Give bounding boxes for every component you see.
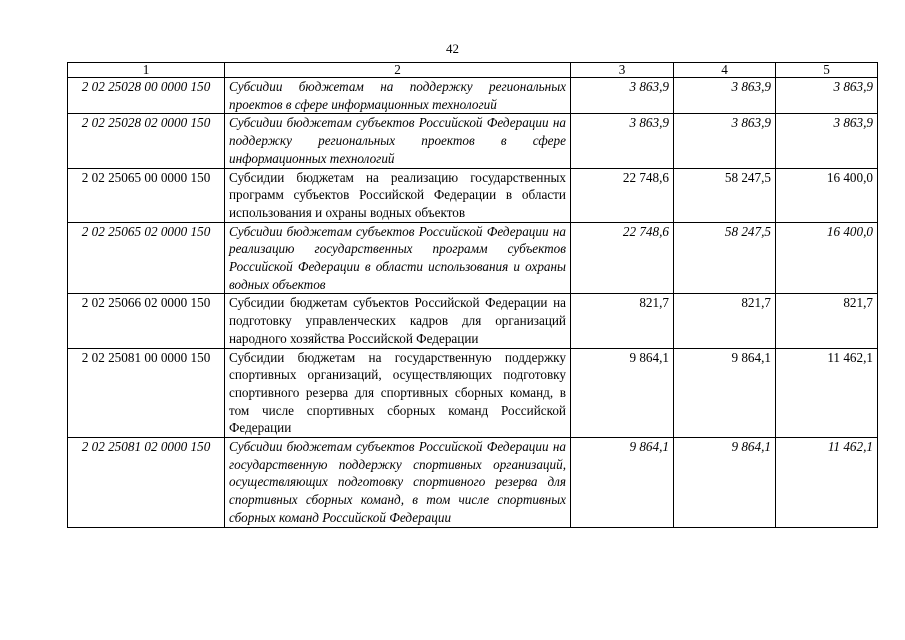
budget-code-cell: 2 02 25028 00 0000 150 xyxy=(68,78,225,114)
value-col4-cell: 9 864,1 xyxy=(674,348,776,438)
value-col3-cell: 22 748,6 xyxy=(571,222,674,294)
budget-code-cell: 2 02 25081 00 0000 150 xyxy=(68,348,225,438)
value-col5-cell: 11 462,1 xyxy=(776,438,878,528)
value-col4-cell: 3 863,9 xyxy=(674,114,776,168)
table-header-row xyxy=(68,63,878,78)
budget-code-cell: 2 02 25028 02 0000 150 xyxy=(68,114,225,168)
column-header: 2 xyxy=(225,63,571,78)
value-col5-cell: 3 863,9 xyxy=(776,114,878,168)
budget-code-cell: 2 02 25066 02 0000 150 xyxy=(68,294,225,348)
budget-table xyxy=(67,62,878,528)
value-col3-cell: 821,7 xyxy=(571,294,674,348)
table-row xyxy=(68,348,878,438)
budget-code-cell: 2 02 25081 02 0000 150 xyxy=(68,438,225,528)
description-cell: Субсидии бюджетам субъектов Российской Федерации на подготовку управленческих кадров для организаций народного хозяйства Российской Федерации xyxy=(225,294,571,348)
table-row xyxy=(68,168,878,222)
value-col3-cell: 3 863,9 xyxy=(571,114,674,168)
column-header: 1 xyxy=(68,63,225,78)
value-col4-cell: 821,7 xyxy=(674,294,776,348)
value-col5-cell: 3 863,9 xyxy=(776,78,878,114)
description-cell: Субсидии бюджетам на реализацию государственных программ субъектов Российской Федерации в области использования и охраны водных объектов xyxy=(225,168,571,222)
value-col3-cell: 3 863,9 xyxy=(571,78,674,114)
table-row xyxy=(68,294,878,348)
table-row xyxy=(68,222,878,294)
table-row xyxy=(68,114,878,168)
budget-code-cell: 2 02 25065 02 0000 150 xyxy=(68,222,225,294)
description-cell: Субсидии бюджетам субъектов Российской Федерации на государственную поддержку спортивных организаций, осуществляющих подготовку спортивного резерва для спортивных сборных команд, в том числе спортивных сборных команд Российской Федерации xyxy=(225,438,571,528)
value-col4-cell: 58 247,5 xyxy=(674,168,776,222)
description-cell: Субсидии бюджетам субъектов Российской Федерации на реализацию государственных программ субъектов Российской Федерации в области использования и охраны водных объектов xyxy=(225,222,571,294)
budget-code-cell: 2 02 25065 00 0000 150 xyxy=(68,168,225,222)
column-header: 3 xyxy=(571,63,674,78)
value-col5-cell: 11 462,1 xyxy=(776,348,878,438)
column-header: 4 xyxy=(674,63,776,78)
value-col5-cell: 16 400,0 xyxy=(776,168,878,222)
description-cell: Субсидии бюджетам субъектов Российской Федерации на поддержку региональных проектов в сфере информационных технологий xyxy=(225,114,571,168)
description-cell: Субсидии бюджетам на поддержку региональных проектов в сфере информационных технологий xyxy=(225,78,571,114)
value-col3-cell: 9 864,1 xyxy=(571,348,674,438)
page-number: 42 xyxy=(446,41,459,56)
value-col5-cell: 821,7 xyxy=(776,294,878,348)
value-col3-cell: 22 748,6 xyxy=(571,168,674,222)
description-cell: Субсидии бюджетам на государственную поддержку спортивных организаций, осуществляющих подготовку спортивного резерва для спортивных сборных команд, в том числе спортивных сборных команд Российской Федерации xyxy=(225,348,571,438)
table-row xyxy=(68,78,878,114)
column-header: 5 xyxy=(776,63,878,78)
value-col4-cell: 9 864,1 xyxy=(674,438,776,528)
table-row xyxy=(68,438,878,528)
value-col4-cell: 58 247,5 xyxy=(674,222,776,294)
value-col5-cell: 16 400,0 xyxy=(776,222,878,294)
value-col4-cell: 3 863,9 xyxy=(674,78,776,114)
value-col3-cell: 9 864,1 xyxy=(571,438,674,528)
